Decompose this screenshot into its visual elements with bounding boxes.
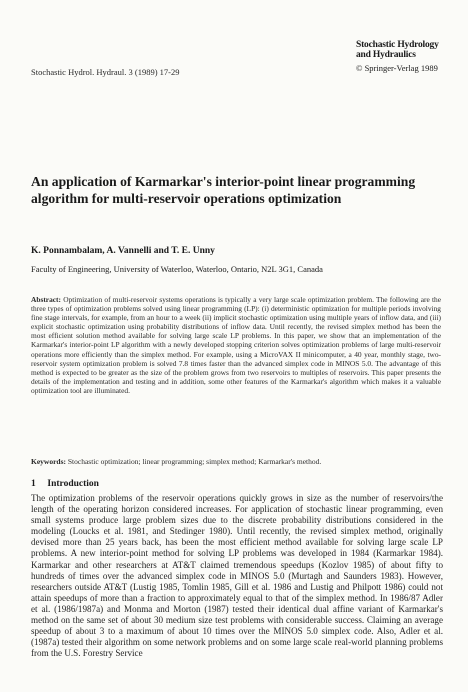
section-title: Introduction xyxy=(47,479,99,489)
journal-citation: Stochastic Hydrol. Hydraul. 3 (1989) 17-29 xyxy=(31,67,180,77)
journal-masthead xyxy=(356,40,464,73)
keywords xyxy=(31,457,441,466)
keywords-label: Keywords: xyxy=(31,457,66,466)
author-affiliation: Faculty of Engineering, University of Waterloo, Waterloo, Ontario, N2L 3G1, Canada xyxy=(31,264,323,274)
section-number: 1 xyxy=(31,479,36,489)
keywords-text: Stochastic optimization; linear programming; simplex method; Karmarkar's method. xyxy=(67,457,322,466)
journal-name-line2: and Hydraulics xyxy=(356,50,416,60)
body-paragraph: The optimization problems of the reservoir operations quickly grows in size as the number of reservoirs/the length of the operating horizon considered increases. For application of stochastic linear programming, even small systems produce large problem sizes due to the discrete probability distributions considered in the modeling (Loucks et al. 1981, and Stedinger 1980). Until recently, the revised simplex method, originally devised more than 25 years back, has been the most efficient method available for solving large scale LP problems. A new interior-point method for solving LP problems was developed in 1984 (Karmarkar 1984). Karmarkar and other researchers at AT&T claimed tremendous speedups (Kozlov 1985) of about fifty to hundreds of times over the advanced simplex code in MINOS 5.0 (Murtagh and Saunders 1983). However, researchers outside AT&T (Lustig 1985, Tomlin 1985, Gill et al. 1986 and Lustig and Philpott 1986) could not attain speedups of more than a fraction to approximately equal to that of the simplex method. In 1986/87 Adler et al. (1986/1987a) and Monma and Morton (1987) tested their identical dual affine variant of Karmarkar's method on the same set of about 30 medium size test problems with considerable success. Claiming an average speedup of about 3 to a maximum of about 10 times over the MINOS 5.0 simplex code. Also, Adler et al. (1987a) tested their algorithm on some network problems and on some large scale real-world planning problems from the U.S. Forestry Service xyxy=(31,493,443,659)
article-authors: K. Ponnambalam, A. Vannelli and T. E. Unny xyxy=(31,246,215,256)
abstract-label: Abstract: xyxy=(31,295,61,304)
article-title: An application of Karmarkar's interior-point linear programming algorithm for multi-reservoir operations optimization xyxy=(31,174,416,206)
copyright-notice: © Springer-Verlag 1989 xyxy=(356,63,438,73)
abstract xyxy=(31,295,441,395)
section-heading xyxy=(31,479,99,489)
journal-name-line1: Stochastic Hydrology xyxy=(356,40,439,50)
abstract-text: Optimization of multi-reservoir systems operations is typically a very large scale optimization problem. The following are the three types of optimization problems solved using linear programming (LP): (i) deterministic optimization for multiple periods involving fine stage intervals, for example, from an hour to a week (ii) implicit stochastic optimization using multiple years of inflow data, and (iii) explicit stochastic optimization using probability distributions of inflow data. Until recently, the revised simplex method has been the most efficient solution method available for solving large scale LP problems. In this paper, we show that an implementation of the Karmarkar's interior-point LP algorithm with a newly developed stopping criterion solves optimization problems of large multi-reservoir operations more efficiently than the simplex method. For example, using a MicroVAX II minicomputer, a 40 year, monthly stage, two-reservoir system optimization problem is solved 7.8 times faster than the advanced simplex code in MINOS 5.0. The advantage of this method is expected to be greater as the size of the problem grows from two reservoirs to multiples of reservoirs. This paper presents the details of the implementation and testing and in addition, some other features of the Karmarkar's algorithm which makes it a valuable optimization tool are illuminated. xyxy=(31,295,441,395)
